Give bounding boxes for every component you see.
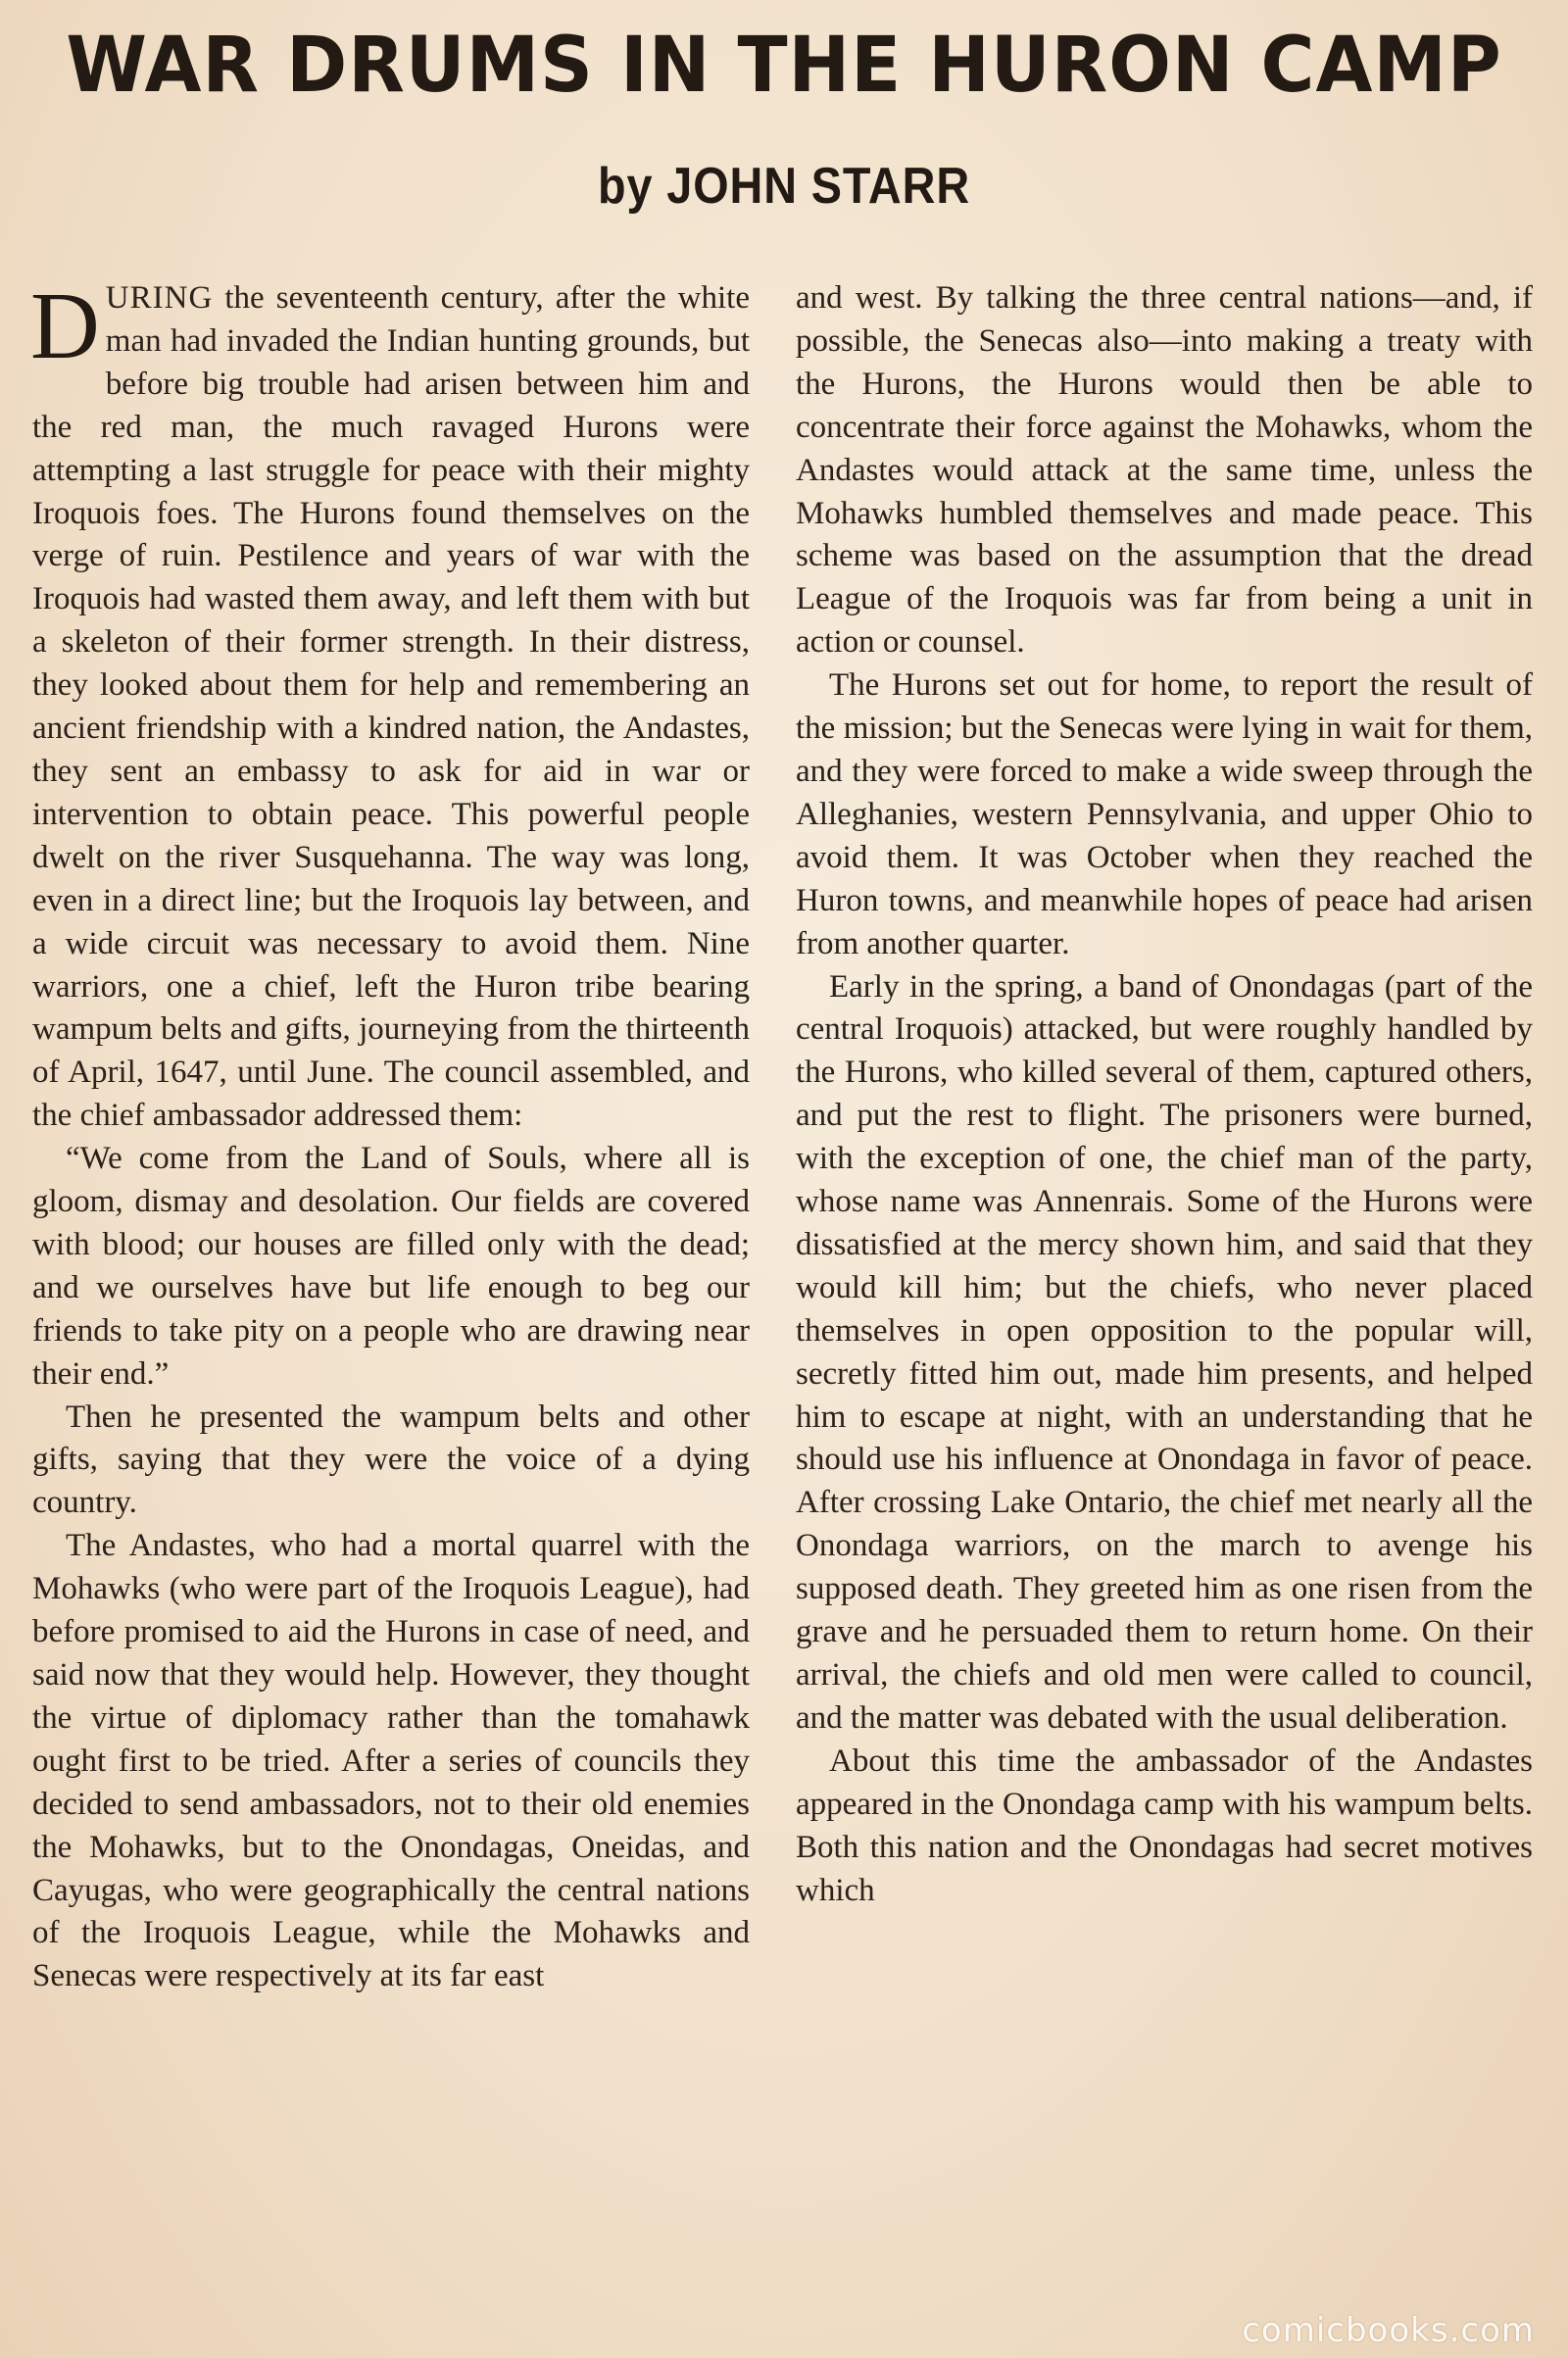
paragraph: The Hurons set out for home, to report the result of the mission; but the Senecas were lying in wait for them, and they were forced to make a wide sweep through the Alleghanies, western Pennsylvania, and upper Ohio to avoid them. It was October when they reached the Huron towns, and meanwhile hopes of peace had arisen from another quarter. xyxy=(796,667,1533,961)
paragraph: Then he presented the wampum belts and other gifts, saying that they were the voice of a dying country. xyxy=(32,1399,750,1521)
left-column xyxy=(30,273,750,1998)
paragraph: The Andastes, who had a mortal quarrel with the Mohawks (who were part of the Iroquois League), had before promised to aid the Hurons in case of need, and said now that they would help. However, they thought the virtue of diplomacy rather than the tomahawk ought first to be tried. After a series of councils they decided to send ambassadors, not to their old enemies the Mohawks, but to the Onondagas, Oneidas, and Cayugas, who were geographically the central nations of the Iroquois League, while the Mohawks and Senecas were respectively at its far east xyxy=(32,1528,750,1994)
paragraph: About this time the ambassador of the Andastes appeared in the Onondaga camp with his wampum belts. Both this nation and the Onondagas had secret motives which xyxy=(796,1743,1533,1908)
drop-cap: D xyxy=(30,273,100,379)
paragraph: Early in the spring, a band of Onondagas (part of the central Iroquois) attacked, but were roughly handled by the Hurons, who killed several of them, captured others, and put the rest to flight. The prisoners were burned, with the exception of one, the chief man of the party, whose name was Annenrais. Some of the Hurons were dissatisfied at the mercy shown him, and said that they would kill him; but the chiefs, who never placed themselves in open opposition to the popular will, secretly fitted him out, made him presents, and helped him to escape at night, with an understanding that he should use his influence at Onondaga in favor of peace. After crossing Lake Ontario, the chief met nearly all the Onondaga warriors, on the march to avenge his supposed death. They greeted him as one risen from the grave and he persuaded them to return home. On their arrival, the chiefs and old men were called to council, and the matter was debated with the usual deliberation. xyxy=(796,968,1533,1736)
right-column xyxy=(796,277,1533,1912)
paragraph: “We come from the Land of Souls, where all is gloom, dismay and desolation. Our fields are covered with blood; our houses are filled only with the dead; and we ourselves have but life enough to beg our friends to take pity on a people who are drawing near their end.” xyxy=(32,1141,750,1392)
lead-word: URING xyxy=(105,280,214,316)
paragraph: and west. By talking the three central nations—and, if possible, the Senecas also—into making a treaty with the Hurons, the Hurons would then be able to concentrate their force against the Mohawks, whom the Andastes would attack at the same time, unless the Mohawks humbled themselves and made peace. This scheme was based on the assumption that the dread League of the Iroquois was far from being a unit in action or counsel. xyxy=(796,280,1533,661)
article-title: WAR DRUMS IN THE HURON CAMP xyxy=(66,22,1502,110)
paragraph-text: the seventeenth century, after the white man had invaded the Indian hunting grounds, but before big trouble had arisen between him and the red man, the much ravaged Hurons were attempting a last struggle for peace with their mighty Iroquois foes. The Hurons found themselves on the verge of ruin. Pestilence and years of war with the Iroquois had wasted them away, and left them with but a skeleton of their former strength. In their distress, they looked about them for help and remembering an ancient friendship with a kindred nation, the Andastes, they sent an embassy to ask for aid in war or intervention to obtain peace. This powerful people dwelt on the river Susquehanna. The way was long, even in a direct line; but the Iroquois lay between, and a wide circuit was necessary to avoid them. Nine warriors, one a chief, left the Huron tribe bearing wampum belts and gifts, journeying from the thirteenth of April, 1647, until June. The council assembled, and the chief ambassador addressed them: xyxy=(32,280,750,1134)
site-watermark: comicbooks.com xyxy=(1242,2311,1535,2350)
paragraph xyxy=(30,273,750,1138)
article-byline: by JOHN STARR xyxy=(597,158,971,215)
